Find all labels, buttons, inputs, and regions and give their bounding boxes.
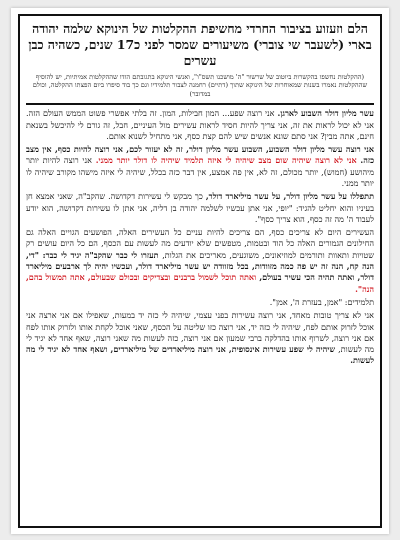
paragraph-4-red: ואתה תוכל לשמול ברבנים ובצדיקים ובכולם שבעולם, אתה תמשול בהם, הנה". [26, 272, 374, 294]
divider [26, 103, 374, 105]
paragraph-1 [26, 108, 374, 142]
paragraph-3-text: כך מבקש לי עשירות דקדושה. שהקב"ה, שאני אמצא חן בעיניו והוא יחליט להגיד: "יופי, אני אתן עכשיו לשלמה יהודה בן דליה, אני אתן לו עשירות דקדושה, הוא יודע לעבוד ה' מה זה כסף, הוא צריך כסף". [26, 192, 374, 224]
paragraph-6 [26, 310, 374, 366]
paragraph-3 [26, 191, 374, 225]
source-note: (ההקלטות נחשפו בהקשרות ביוטוב של שרשור "ה' מושכנו תשס"ו", ואנשי הינוקא בתגובתם הודו שההקלטות אמיתיות, יש להוסיף שההקלטות נאמרו בשנות שמאוחרות של הינוקא שתוך (דתיים) רחמנה לצבור תלמידיו וגם כך בוד סיפרו ביום הפצתו ההקלטה, וכולם במדובר) [32, 73, 368, 98]
paragraph-1-text: אני רוצה שפע... המון חבילות, המון. זה בלתי אפשרי פשוט הממש העולם הזה. אני לא יכול לראות את זה, אני צריך להיות חסיד לראות עשירים מול העיניים, חבל, זה גורם לי להיכשל בשנאת חינם, אתה מבין? אני סתם שונא אנשים שיש להם קצת כסף, אני מתחיל לשנוא אותם. [26, 109, 374, 141]
paragraph-2-bold: אני רוצה עשר מליון דולר השבוע, השבוע עשר מליון דולר, זה לא יעזור לכם, אני רוצה להיות כסף, אין מצב כזה. [26, 144, 374, 166]
headline: הלם וזעזוע בציבור החרדי מחשיפת ההקלטות של הינוקא שלמה יהודה בארי (לשעבר שי צוברי) משיעורים שמסר לפני כ17 שנים, כשהיה כבן עשרים [28, 21, 372, 68]
document-page [11, 8, 389, 534]
paragraph-2 [26, 144, 374, 189]
paragraph-4-bold: תעזרו לי כבר שהקב"ה יגיד לי כבר: "די, הנה קח, הנה זה יש פה כמה מזוודות, בכל מזוודה יש עשר מיליארד דולר, ועכשיו יהיה לך ארבעים מיליארד דולר, ואתה תהיה הכי עשיר בעולם, [26, 249, 374, 283]
paragraph-3-bold: תתפללו על עשר מליון דולר, על עשר מיליארד דולר, [205, 191, 374, 202]
paragraph-6-bold: שיהיה לי שפע עשירות אינסופית, אני רוצה מיליארדים של מיליארדים, ושאף אחד לא יגיד לי מה לעשות. [26, 344, 374, 366]
paragraph-6-text: אני לא צריך טובות מאחד, אני רוצה עשירות בפני עצמי, שיהיה לי כזה יד במעות, שאפילו אם אני ארצה אני אוכל לזרוק אותם לפח, שיהיה לי כזה יד, אני רוצה כזו שליטה על הכסף, שאני אוכל לקחת אותו ולזרוק אותו לפח אם אני רוצה, לשרוף אותו בהדלקה ברבי שמעון אם אני רוצה, כזה לעשות מה שאני רוצה, שאף אחד לא יגיד לי מה לעשות, [26, 311, 374, 355]
paragraph-2-red: אני לא רוצה שיהיה שום מצב שיהיה לי איזה תלמיד שיהיה לו דולר יותר ממני. [95, 155, 357, 166]
paragraph-2-text: אני רוצה להיות יותר מיהושע (חמוש), יותר מכולם, זה לא, אין פה אמצע, אין דבר כזה בכלל, שיהיה לי איזה מישהו מקורב שיהיה לו יותר ממני. [26, 156, 374, 188]
document-frame [18, 14, 382, 528]
paragraph-1-bold: עשר מליון דולר השבוע לארגן. [277, 108, 374, 119]
paragraph-4-text: העשירים היום לא צריכים כסף, הם צריכים להיות עניים כל העשירים האלה, הפושעים הגויים האלה גם החילונים הגמורים האלה כל הוד ובטמות, מטפשים שלא יודעים מה לעשות עם הכסף, הם כל היום עושים רק שטויות ותאוות ותורמים למוזיאונים, משוגעים, מאריכים את הגלות, [26, 228, 374, 260]
paragraph-5: תלמידים: "אמן, בעזרת ה', אמן". [269, 297, 374, 307]
paragraph-4 [26, 227, 374, 295]
